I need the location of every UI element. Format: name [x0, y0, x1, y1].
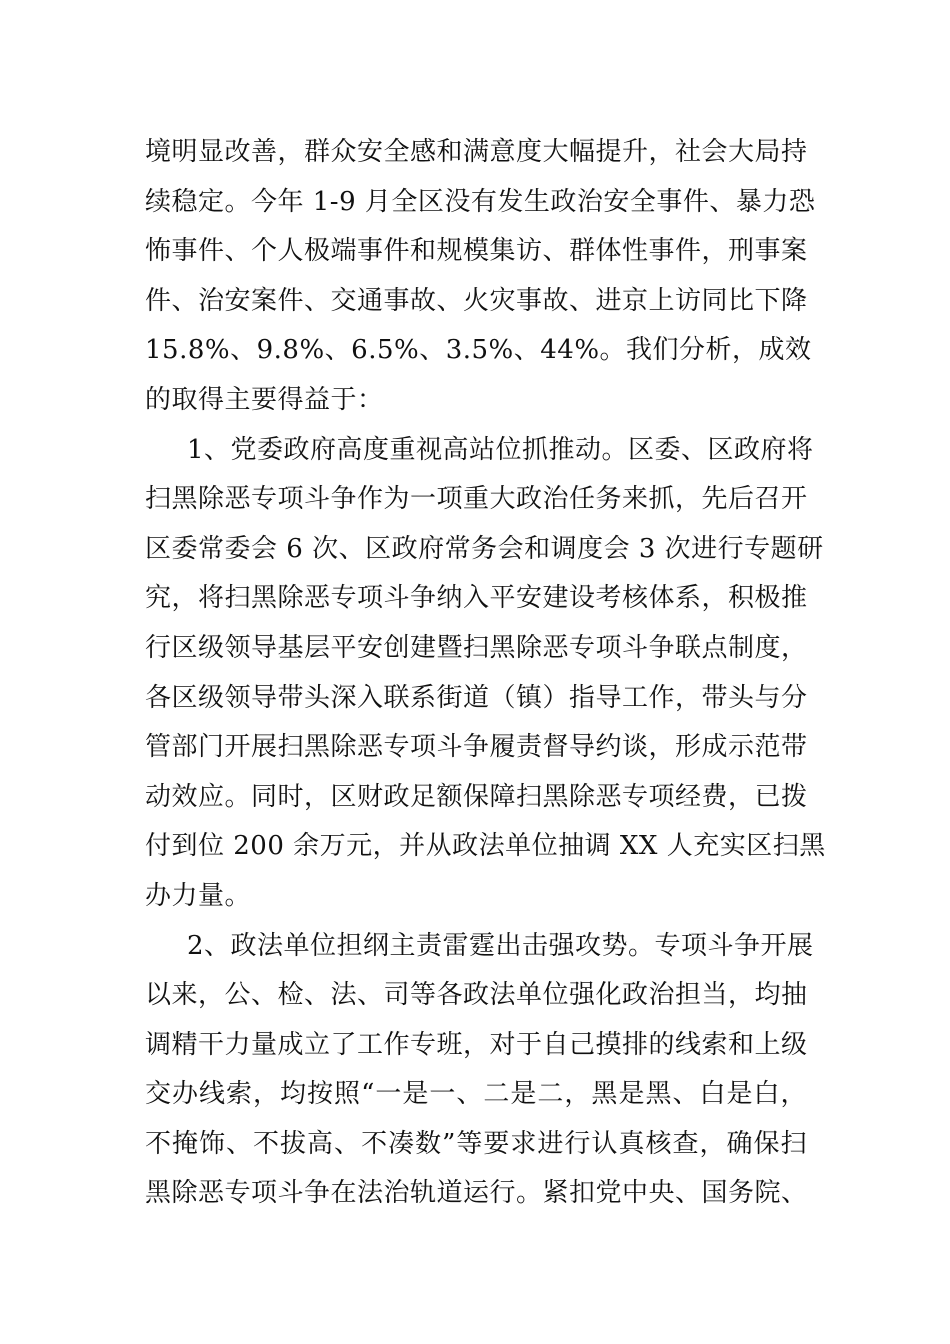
text-line: 续稳定。今年 1-9 月全区没有发生政治安全事件、暴力恐 [145, 186, 816, 217]
text-line: 境明显改善，群众安全感和满意度大幅提升，社会大局持 [145, 137, 808, 167]
text-line: 1、党委政府高度重视高站位抓推动。区委、区政府将 [187, 434, 814, 465]
text-line: 2、政法单位担纲主责雷霆出击强攻势。专项斗争开展 [187, 930, 814, 961]
paragraph-point-2 [145, 922, 814, 1220]
text-line: 究，将扫黑除恶专项斗争纳入平安建设考核体系，积极推 [145, 583, 808, 614]
text-line: 件、治安案件、交通事故、火灾事故、进京上访同比下降 [145, 285, 808, 316]
text-line: 区委常委会 6 次、区政府常务会和调度会 3 次进行专题研 [145, 533, 824, 564]
text-line: 交办线索，均按照“一是一、二是二，黑是黑、白是白， [145, 1079, 807, 1110]
document-body [145, 128, 826, 1219]
text-line: 调精干力量成立了工作专班，对于自己摸排的线索和上级 [145, 1029, 808, 1060]
text-line: 各区级领导带头深入联系街道（镇）指导工作，带头与分 [145, 682, 808, 713]
text-line: 办力量。 [145, 880, 252, 911]
text-line: 的取得主要得益于： [145, 384, 384, 415]
text-line: 以来，公、检、法、司等各政法单位强化政治担当，均抽 [145, 980, 808, 1011]
text-line: 扫黑除恶专项斗争作为一项重大政治任务来抓，先后召开 [145, 484, 808, 515]
text-line: 黑除恶专项斗争在法治轨道运行。紧扣党中央、国务院、 [145, 1178, 808, 1209]
text-line: 15.8%、9.8%、6.5%、3.5%、44%。我们分析，成效 [145, 335, 812, 366]
text-line: 动效应。同时，区财政足额保障扫黑除恶专项经费，已拨 [145, 781, 808, 812]
text-line: 不掩饰、不拔高、不凑数”等要求进行认真核查，确保扫 [145, 1128, 807, 1159]
text-line: 付到位 200 余万元，并从政法单位抽调 XX 人充实区扫黑 [145, 831, 826, 862]
text-line: 管部门开展扫黑除恶专项斗争履责督导约谈，形成示范带 [145, 732, 808, 763]
paragraph-point-1 [145, 426, 826, 922]
paragraph-intro [145, 128, 816, 426]
text-line: 怖事件、个人极端事件和规模集访、群体性事件，刑事案 [145, 236, 808, 267]
text-line: 行区级领导基层平安创建暨扫黑除恶专项斗争联点制度， [145, 632, 808, 663]
